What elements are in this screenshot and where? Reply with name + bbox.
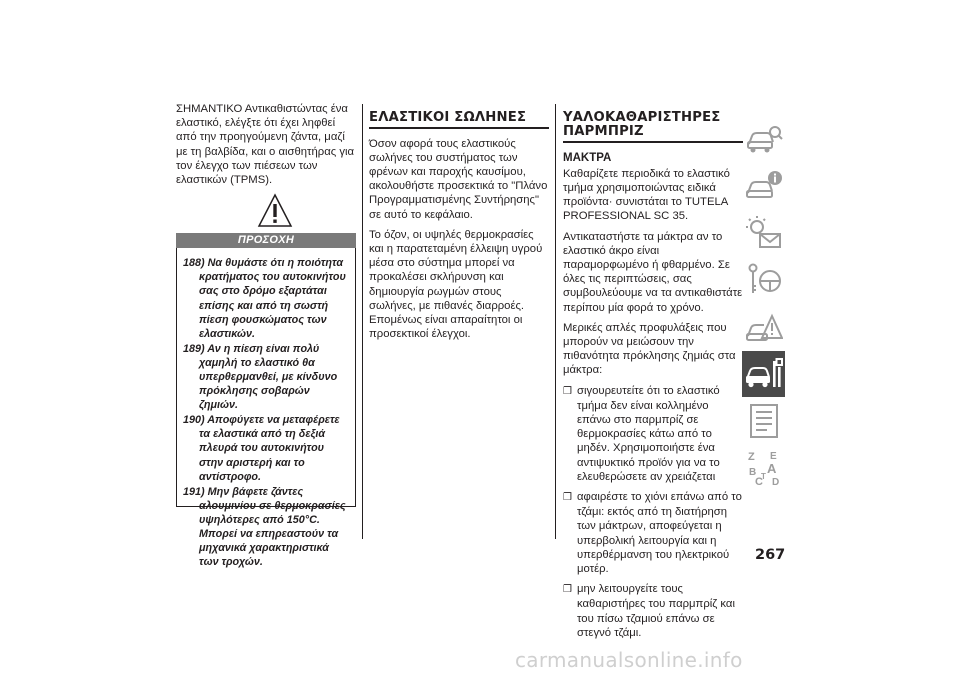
page-number: 267 [755,547,786,563]
subsection-title: ΜΑΚΤΡΑ [563,151,612,164]
bullet-text: αφαιρέστε το χιόνι επάνω από το τζάμι: εκτός από τη διατήρηση των μάκτρων, αποφεύγεται η υπερβολική λειτουργία και η υπερθέρμανση του ηλεκτρικού μοτέρ. [577,490,742,575]
column-2 [369,111,549,347]
column-divider [555,104,556,539]
warning-box [176,248,356,569]
warning-title-bar: ΠΡΟΣΟΧΗ [176,233,356,248]
paragraph: Το όζον, οι υψηλές θερμοκρασίες και η παρατεταμένη έλλειψη υγρού μέσα στο σύστημα μπορεί να προκαλέσει σκλήρυνση και δημιουργία ρωγμών στους σωλήνες, με πιθανές διαρροές. Επομένως είναι απαραίτητοι οι προσεκτικοί έλεγχοι. [369,228,543,341]
checkbox-bullet-icon: ❒ [563,385,572,397]
bullet-item [563,582,743,640]
index-letter: A [766,461,776,476]
index-letter: E [769,451,777,462]
car-breakdown-icon [745,308,783,346]
title-rule [369,127,549,129]
warning-note: 189) Αν η πίεση είναι πολύ χαμηλή το ελαστικό θα υπερθερμανθεί, με κίνδυνο πρόκλησης σοβαρών ζημιών. [183,342,338,412]
chapter-tab-car-info[interactable] [742,163,785,209]
warning-triangle-icon [257,193,293,229]
watermark: carmanualsonline.info [515,648,743,672]
chapter-tab-warning-lights[interactable] [742,210,785,256]
chapter-tab-key-steering[interactable] [742,257,785,303]
index-letter: Z [747,451,755,463]
bullet-text: σιγουρευτείτε ότι το ελαστικό τμήμα δεν είναι κολλημένο επάνω στο παρμπρίζ σε θερμοκρασίες κάτω από το μηδέν. Χρησιμοποιήστε ένα αντιψυκτικό προϊόν για να το ελευθερώσετε αν χρειάζεται [577,384,720,483]
car-service-tools-icon [745,355,783,393]
chapter-tab-breakdown[interactable] [742,304,785,350]
warning-note: 190) Αποφύγετε να μεταφέρετε τα ελαστικά από τη δεξιά πλευρά του αυτοκινήτου στην αριστερή και το αντίστροφο. [183,414,340,483]
chapter-tab-alphabetical-index[interactable] [742,445,785,491]
column-divider [362,104,363,539]
warning-icon-area [176,193,356,233]
section-title-line-2: ΠΑΡΜΠΡΙΖ [563,124,644,139]
warning-light-message-icon [745,214,783,252]
title-rule [563,141,743,143]
alphabet-index-icon [745,449,783,487]
key-steering-wheel-icon [745,261,783,299]
chapter-sidebar [742,116,785,492]
chapter-tab-service-maintenance[interactable] [742,351,785,397]
checkbox-bullet-icon: ❒ [563,491,572,503]
index-letter: D [771,477,779,487]
index-letter: T [760,472,766,481]
checklist-icon [745,402,783,440]
warning-note: 188) Να θυμάστε ότι η ποιότητα κρατήματος του αυτοκινήτου σας στο δρόμο εξαρτάται επίσης και από τη σωστή πίεση φουσκώματος των ελαστικών. [183,257,346,340]
car-info-icon [745,167,783,205]
bullet-item [563,384,743,484]
index-letter: C [754,476,763,487]
paragraph: Όσον αφορά τους ελαστικούς σωλήνες του συστήματος των φρένων και παροχής καυσίμου, ακολουθήστε προσεκτικά το "Πλάνο Προγραμματισμένης Συντήρησης" σε αυτό το κεφάλαιο. [369,137,548,221]
checkbox-bullet-icon: ❒ [563,584,572,596]
paragraph: Μερικές απλές προφυλάξεις που μπορούν να μειώσουν την πιθανότητα πρόκλησης ζημιάς στα μάκτρα: [563,321,736,377]
bullet-text: μην λειτουργείτε τους καθαριστήρες του παρμπρίζ και του πίσω τζαμιού επάνω σε στεγνό τζάμι. [577,583,735,639]
car-search-icon [745,120,783,158]
section-title: ΕΛΑΣΤΙΚΟΙ ΣΩΛΗΝΕΣ [369,110,527,125]
column-1 [176,102,356,569]
column-3 [563,111,743,646]
section-title-line-1: ΥΑΛΟΚΑΘΑΡΙΣΤΗΡΕΣ [563,110,721,125]
index-letter: B [748,467,756,478]
paragraph: Αντικαταστήστε τα μάκτρα αν το ελαστικό άκρο είναι παραμορφωμένο ή φθαρμένο. Σε όλες τις περιπτώσεις, σας συμβουλεύουμε να τα αντικαθιστάτε περίπου μία φορά το χρόνο. [563,230,743,314]
chapter-tab-technical-data[interactable] [742,398,785,444]
warning-note: 191) Μην βάφετε ζάντες αλουμινίου σε θερμοκρασίες υψηλότερες από 150°C. Μπορεί να επηρεαστούν τα μηχανικά χαρακτηριστικά των τροχών. [183,485,346,569]
chapter-tab-car-search[interactable] [742,116,785,162]
paragraph: Καθαρίζετε περιοδικά το ελαστικό τμήμα χρησιμοποιώντας ειδικά προϊόντα· συνιστάται το TUTELA PROFESSIONAL SC 35. [563,167,730,223]
bullet-item [563,490,743,576]
important-paragraph: ΣΗΜΑΝΤΙΚΟ Αντικαθιστώντας ένα ελαστικό, ελέγξτε ότι έχει ληφθεί από την προηγούμενη ζάντα, μαζί με τη βαλβίδα, και ο αισθητήρας για τον έλεγχο των πιέσεων των ελαστικών (TPMS). [176,103,355,187]
